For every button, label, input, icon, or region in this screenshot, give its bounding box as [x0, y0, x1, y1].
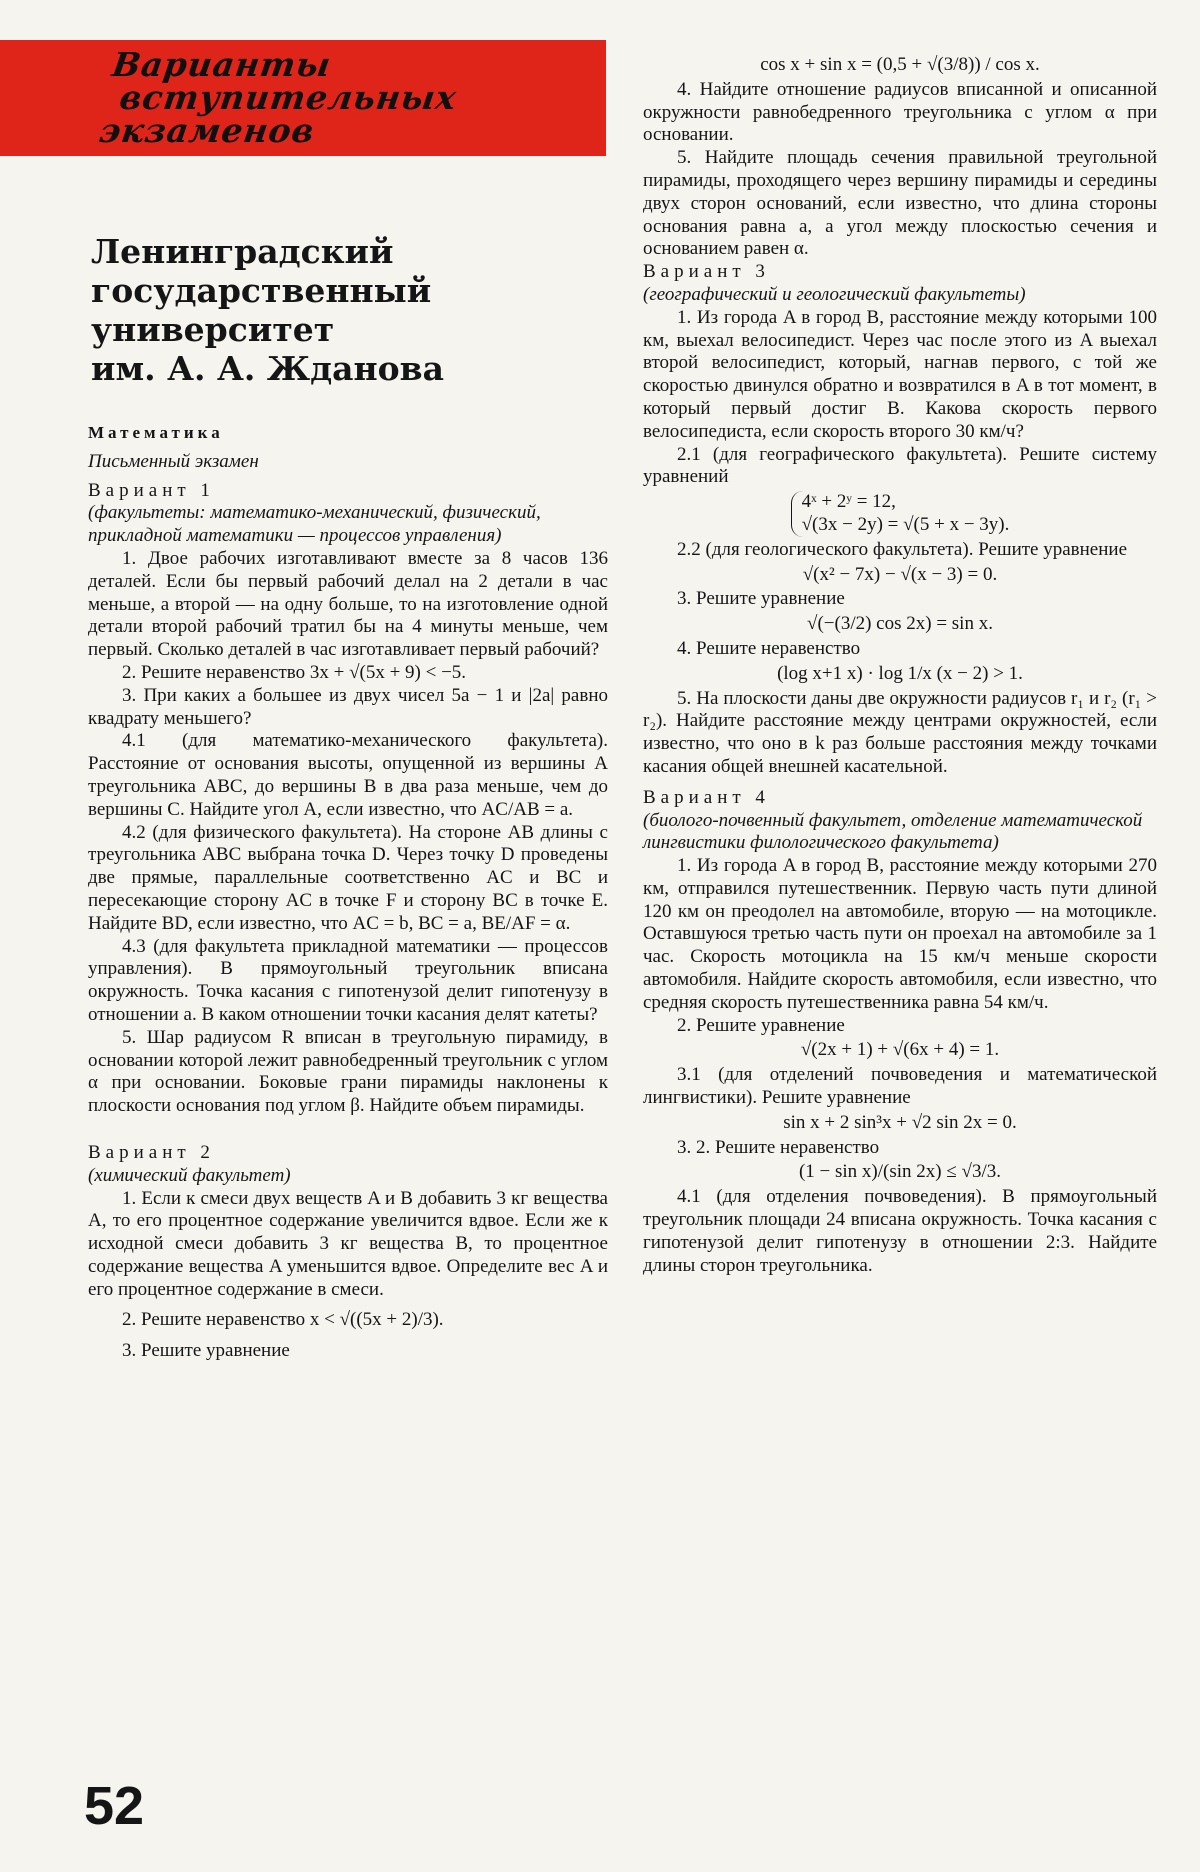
page-number: 52: [84, 1776, 145, 1836]
variant-2-title: Вариант 2: [88, 1141, 215, 1163]
university-title-line: университет: [91, 310, 335, 349]
v4-problem-3-1: 3.1 (для отделений почвоведения и математической лингвистики). Решите уравнение: [643, 1064, 1157, 1109]
left-column: [88, 232, 608, 1363]
v4-equation-3-1: sin x + 2 sin³x + √2 sin 2x = 0.: [783, 1111, 1017, 1133]
v2-problem-1: 1. Если к смеси двух веществ A и B добавить 3 кг вещества A, то его процентное содержание увеличится вдвое. Если же к исходной смеси добавить 3 кг вещества B, то процентное содержание вещества A уменьшится вдвое. Определите вес A и его процентное содержание в смеси.: [88, 1187, 608, 1300]
university-title: [91, 232, 608, 388]
v4-problem-4-1: 4.1 (для отделения почвоведения). В прямоугольный треугольник площади 24 вписана окружность. Точка касания с гипотенузой делит гипотенузу в отношении 2:3. Найдите длины сторон треугольника.: [643, 1186, 1157, 1276]
variant-3-title: Вариант 3: [643, 261, 770, 283]
variant-1-faculty: (факультеты: математико-механический, физический, прикладной математики — процессов управления): [88, 502, 541, 547]
v4-problem-3-2: 3. 2. Решите неравенство: [677, 1136, 880, 1158]
v2-problem-5: 5. Найдите площадь сечения правильной треугольной пирамиды, проходящего через вершину пирамиды и середины двух сторон оснований, если известно, что длина стороны основания равна a, а угол между плоскостью сечения и основанием равен α.: [643, 147, 1157, 260]
v2-equation-3: cos x + sin x = (0,5 + √(3/8)) / cos x.: [760, 54, 1040, 75]
exam-type: Письменный экзамен: [88, 450, 259, 472]
v1-problem-4-1: 4.1 (для математико-механического факультета). Расстояние от основания высоты, опущенной из вершины A треугольника ABC, до вершины B в два раза меньше, чем до вершины C. Найдите угол A, если известно, что AC/AB = a.: [88, 730, 608, 820]
banner-line-1: Варианты: [109, 45, 334, 84]
v2-problem-2: 2. Решите неравенство x < √((5x + 2)/3).: [122, 1309, 444, 1331]
subject-heading: Математика: [88, 423, 224, 442]
v3-problem-3: 3. Решите уравнение: [677, 588, 845, 610]
v3-system: [643, 491, 1157, 537]
university-title-line: государственный: [91, 271, 432, 310]
banner-title: [96, 45, 595, 150]
v3-system-brace: [791, 491, 1010, 537]
v3-problem-2-2: 2.2 (для геологического факультета). Решите уравнение: [677, 538, 1127, 560]
v3-problem-2-1: 2.1 (для географического факультета). Решите систему уравнений: [643, 443, 1157, 488]
banner-line-3: экзаменов: [96, 111, 318, 150]
variant-2-faculty: (химический факультет): [88, 1164, 291, 1186]
v1-problem-5: 5. Шар радиусом R вписан в треугольную пирамиду, в основании которой лежит равнобедренный треугольник с углом α при основании. Боковые грани пирамиды наклонены к плоскости основания под углом β. Найдите объем пирамиды.: [88, 1026, 608, 1117]
variant-4-faculty: (биолого-почвенный факультет, отделение математической лингвистики филологического факультета): [643, 809, 1143, 854]
right-column: [643, 52, 1157, 1277]
v1-problem-4-3: 4.3 (для факультета прикладной математики — процессов управления). В прямоугольный треугольник вписана окружность. Точка касания с гипотенузой делит гипотенузу в отношении a. В каком отношении точки касания делят катеты?: [88, 935, 608, 1025]
v4-inequality-3-2: (1 − sin x)/(sin 2x) ≤ √3/3.: [798, 1161, 1002, 1183]
v1-problem-3: 3. При каких a большее из двух чисел 5a − 1 и |2a| равно квадрату меньшего?: [88, 684, 608, 729]
v2-problem-3: 3. Решите уравнение: [122, 1340, 290, 1362]
v1-problem-1: 1. Двое рабочих изготавливают вместе за 8 часов 136 деталей. Если бы первый рабочий делал на 2 детали в час меньше, а второй — на одну больше, то на изготовление одной детали второй рабочий тратил бы на 4 минуты меньше, чем первый. Сколько деталей в час изготавливает первый рабочий?: [88, 547, 608, 661]
university-title-line: им. А. А. Жданова: [91, 349, 444, 388]
header-banner: [0, 40, 606, 156]
v2-problem-4: 4. Найдите отношение радиусов вписанной и описанной окружности равнобедренного треугольника с углом α при основании.: [643, 78, 1157, 146]
v3-problem-4: 4. Решите неравенство: [677, 637, 861, 659]
v3-equation-2-2: √(x² − 7x) − √(x − 3) = 0.: [802, 563, 998, 585]
v3-system-eq1: 4ˣ + 2ʸ = 12,: [801, 491, 896, 513]
variant-1-title: Вариант 1: [88, 479, 215, 501]
v3-problem-5: 5. На плоскости даны две окружности радиусов r₁ и r₂ (r₁ > r₂). Найдите расстояние между центрами окружностей, если известно, что оно в k раз больше расстояния между точками касания общей внешней касательной.: [643, 687, 1157, 777]
variant-3-faculty: (географический и геологический факультеты): [643, 283, 1026, 305]
v3-problem-1: 1. Из города A в город B, расстояние между которыми 100 км, выехал велосипедист. Через час после этого из A выехал второй велосипедист, который, нагнав первого, с той же скоростью двинулся обратно и возвратился в A в тот момент, в который первый достиг B. Какова скорость первого велосипедиста, если скорость второго 30 км/ч?: [643, 306, 1157, 442]
v1-problem-4-2: 4.2 (для физического факультета). На стороне AB длины c треугольника ABC выбрана точка D. Через точку D проведены две прямые, параллельные соответственно AC и BC и пересекающие сторону AC в точке F и сторону BC в точке E. Найдите BD, если известно, что AC = b, BC = a, BE/AF = α.: [88, 821, 608, 934]
v4-equation-2: √(2x + 1) + √(6x + 4) = 1.: [800, 1039, 1000, 1061]
banner-line-2: вступительных: [117, 78, 460, 117]
variant-4-title: Вариант 4: [643, 786, 770, 808]
v3-inequality-4: (log x+1 x) · log 1/x (x − 2) > 1.: [777, 662, 1023, 684]
university-title-line: Ленинградский: [91, 232, 394, 271]
v1-problem-2: 2. Решите неравенство 3x + √(5x + 9) < −5.: [122, 661, 467, 683]
v4-problem-2: 2. Решите уравнение: [677, 1014, 845, 1036]
v4-problem-1: 1. Из города A в город B, расстояние между которыми 270 км, отправился путешественник. Первую часть пути длиной 120 км он преодолел на автомобиле, вторую — на мотоцикле. Оставшуюся третью часть пути он проехал на автомобиле за 1 час. Скорость мотоцикла на 15 км/ч меньше скорости автомобиля. Найдите скорость автомобиля, если известно, что средняя скорость путешественника равна 54 км/ч.: [643, 855, 1157, 1013]
v3-equation-3: √(−(3/2) cos 2x) = sin x.: [807, 613, 993, 635]
v3-system-eq2: √(3x − 2y) = √(5 + x − 3y).: [801, 513, 1010, 535]
